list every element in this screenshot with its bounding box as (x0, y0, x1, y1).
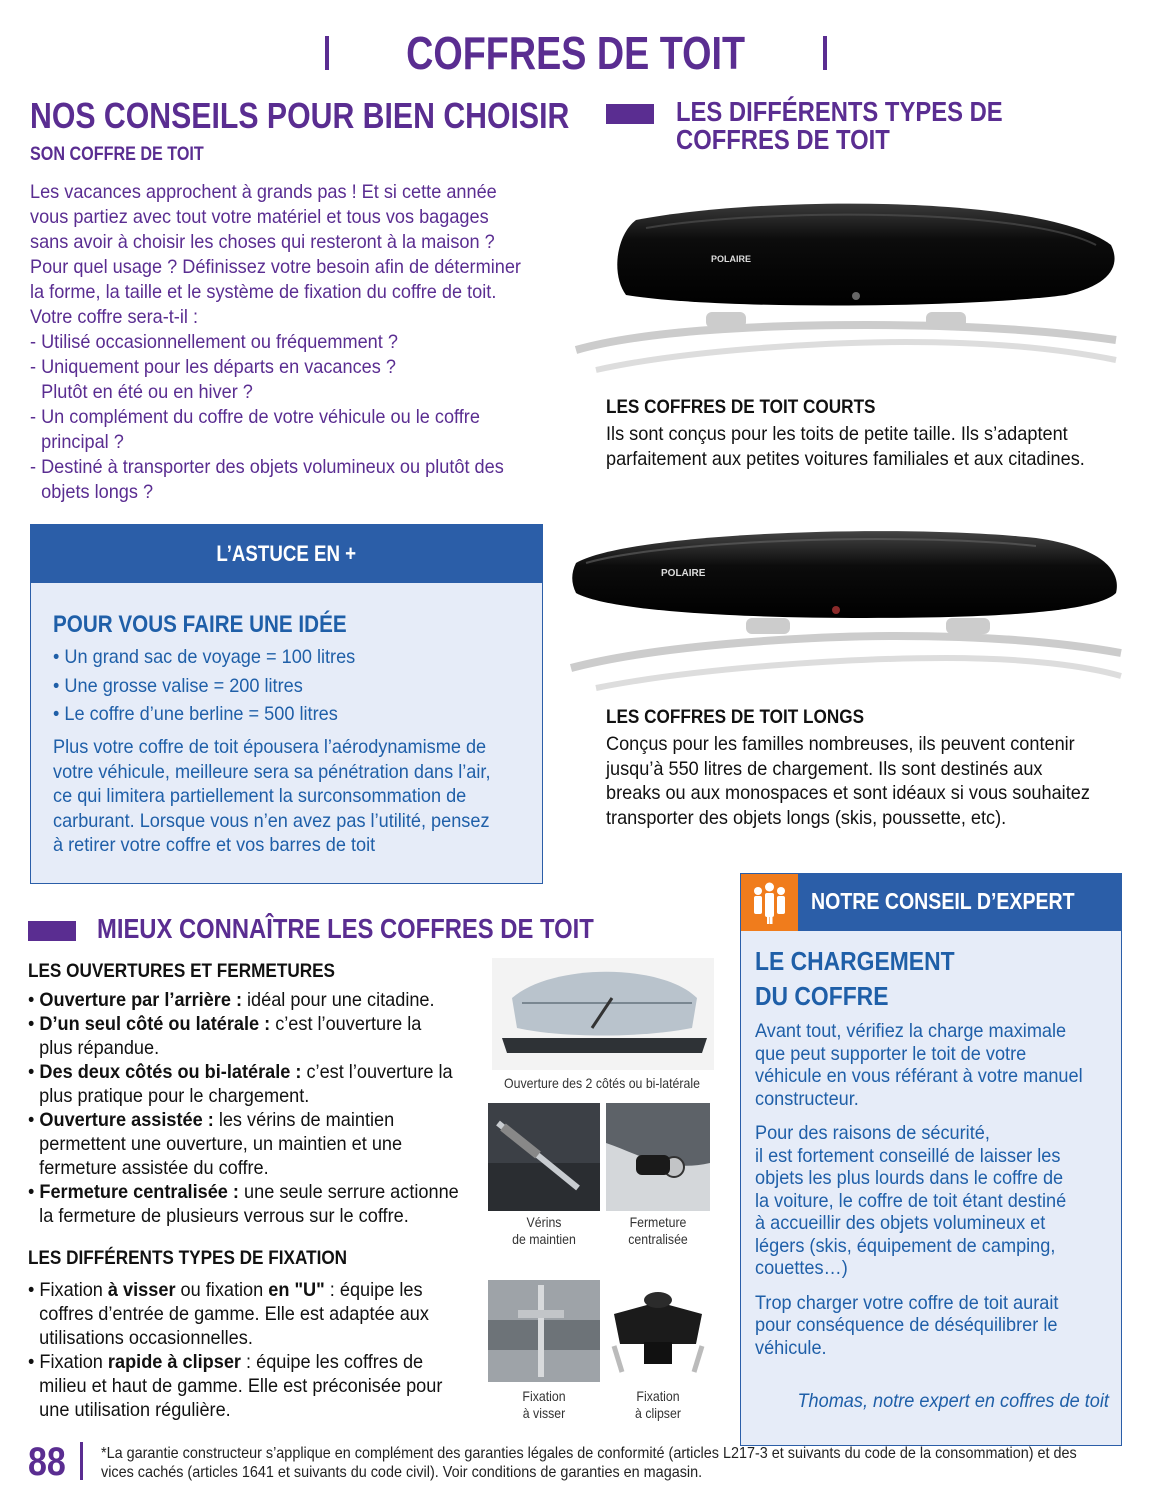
intro-line: objets longs ? (41, 481, 154, 503)
expert-body (755, 1020, 1111, 1359)
expert-line: véhicule en vous référant à votre manuel (755, 1065, 1083, 1087)
short-roof-box-image (566, 190, 1126, 378)
expert-line: Pour des raisons de sécurité, (755, 1122, 990, 1144)
footnote-line: *La garantie constructeur s’applique en complément des garanties légales de conformité (articles L217-3 et suivants du code de la consommation) et des (101, 1445, 1077, 1462)
list-item: • Ouverture assistée : les vérins de maintien (28, 1109, 395, 1131)
courts-line: parfaitement aux petites voitures familiales et aux citadines. (606, 447, 1085, 470)
caption-visser (495, 1388, 594, 1422)
list-item: • Fixation rapide à clipser : équipe les coffres de (28, 1351, 424, 1373)
caption-verins (495, 1214, 594, 1248)
left-subheading: SON COFFRE DE TOIT (30, 144, 204, 165)
brand-label: POLAIRE (711, 254, 752, 264)
astuce-text-line: votre véhicule, meilleure sera sa pénétration dans l’air, (53, 760, 491, 783)
list-item: plus pratique pour le chargement. (39, 1085, 310, 1107)
list-item: une utilisation régulière. (39, 1399, 231, 1421)
caption-line: Vérins (526, 1214, 562, 1230)
mieux-heading: MIEUX CONNAÎTRE LES COFFRES DE TOIT (97, 913, 594, 944)
caption-line: centralisée (628, 1231, 688, 1247)
page-number-divider (80, 1442, 83, 1480)
expert-line: véhicule. (755, 1336, 827, 1359)
intro-line: vous partiez avec tout votre matériel et tous vos bagages (30, 206, 489, 228)
list-item: • Fixation à visser ou fixation en "U" : équipe les (28, 1279, 423, 1301)
list-item: fermeture assistée du coffre. (39, 1157, 269, 1179)
expert-line: à accueillir des objets volumineux et (755, 1212, 1046, 1234)
longs-line: jusqu’à 550 litres de chargement. Ils sont destinés aux (606, 757, 1043, 780)
list-item: • Fermeture centralisée : une seule serrure actionne (28, 1181, 459, 1203)
intro-line: Pour quel usage ? Définissez votre besoin afin de déterminer (30, 256, 521, 278)
caption-line: Fermeture (629, 1214, 687, 1230)
courts-title: LES COFFRES DE TOIT COURTS (606, 396, 876, 418)
expert-line: constructeur. (755, 1087, 859, 1110)
longs-title: LES COFFRES DE TOIT LONGS (606, 706, 865, 728)
caption-line: à visser (522, 1405, 566, 1421)
intro-line: - Utilisé occasionnellement ou fréquemment ? (30, 331, 398, 353)
left-heading: NOS CONSEILS POUR BIEN CHOISIR (30, 95, 570, 136)
verins-image (488, 1103, 600, 1211)
title-left-bar (325, 36, 329, 70)
intro-line: - Un complément du coffre de votre véhicule ou le coffre (30, 406, 480, 428)
page-title: COFFRES DE TOIT (406, 26, 746, 79)
ouvertures-heading: LES OUVERTURES ET FERMETURES (28, 960, 336, 982)
expert-box (740, 873, 1122, 1446)
bilateral-opening-image (492, 958, 714, 1070)
intro-line: principal ? (41, 431, 124, 453)
footnote (101, 1444, 1152, 1482)
expert-line: objets les plus lourds dans le coffre de (755, 1167, 1064, 1189)
astuce-text (53, 735, 523, 858)
expert-header (741, 874, 1121, 931)
fixation-visser-image (488, 1280, 600, 1382)
longs-line: breaks ou aux monospaces et sont idéaux si vous souhaitez (606, 782, 1090, 804)
list-item: • Le coffre d’une berline = 500 litres (53, 703, 338, 725)
list-item: • D’un seul côté ou latérale : c’est l’ouverture la (28, 1013, 422, 1035)
intro-line: - Destiné à transporter des objets volumineux ou plutôt des (30, 456, 504, 478)
longs-line: Conçus pour les familles nombreuses, ils peuvent contenir (606, 733, 1075, 755)
list-item: • Une grosse valise = 200 litres (53, 674, 303, 697)
expert-line: que peut supporter le toit de votre (755, 1042, 1027, 1065)
expert-line: Trop charger votre coffre de toit aurait (755, 1291, 1059, 1314)
types-heading-line: COFFRES DE TOIT (676, 124, 890, 155)
caption-line: Fixation (522, 1388, 566, 1404)
page-title-block (0, 22, 1152, 80)
expert-line: la voiture, le coffre de toit étant destiné (755, 1189, 1067, 1212)
brand-label: POLAIRE (661, 568, 706, 579)
expert-header-label: NOTRE CONSEIL D’EXPERT (811, 888, 1075, 914)
caption-line: Fixation (636, 1388, 680, 1404)
intro-line: - Uniquement pour les départs en vacances ? (30, 356, 396, 378)
fixation-clipser-image (606, 1284, 710, 1382)
expert-title-line: LE CHARGEMENT (755, 946, 955, 976)
ouvertures-list (28, 988, 491, 1228)
caption-bilaterale: Ouverture des 2 côtés ou bi-latérale (504, 1075, 700, 1091)
astuce-text-line: carburant. Lorsque vous n’en avez pas l’utilité, pensez (53, 809, 490, 832)
list-item: • Des deux côtés ou bi-latérale : c’est l’ouverture la (28, 1061, 453, 1083)
list-item: utilisations occasionnelles. (39, 1327, 253, 1349)
astuce-header (31, 525, 542, 583)
list-item: coffres d’entrée de gamme. Elle est adaptée aux (39, 1303, 429, 1325)
section-marker (28, 921, 76, 941)
intro-line: la forme, la taille et le système de fixation du coffre de toit. (30, 281, 497, 303)
caption-line: à clipser (635, 1405, 681, 1421)
intro-line: sans avoir à choisir les choses qui resteront à la maison ? (30, 231, 495, 253)
astuce-list (53, 643, 378, 729)
astuce-text-line: Plus votre coffre de toit épousera l’aérodynamisme de (53, 736, 487, 758)
list-item: • Un grand sac de voyage = 100 litres (53, 646, 356, 668)
expert-line: Avant tout, vérifiez la charge maximale (755, 1020, 1067, 1042)
footnote-line: vices cachés (articles 1641 et suivants du code civil). Voir conditions de garanties en magasin. (101, 1464, 703, 1481)
courts-line: Ils sont conçus pour les toits de petite taille. Ils s’adaptent (606, 423, 1068, 445)
astuce-header-label: L’ASTUCE EN + (216, 541, 357, 566)
list-item: plus répandue. (39, 1037, 160, 1059)
long-roof-box-image (566, 518, 1126, 693)
intro-line: Votre coffre sera-t-il : (30, 306, 198, 328)
intro-line: Plutôt en été ou en hiver ? (41, 381, 253, 403)
longs-line: transporter des objets longs (skis, poussette, etc). (606, 806, 1007, 829)
expert-title-line: DU COFFRE (755, 981, 889, 1011)
types-heading-line: LES DIFFÉRENTS TYPES DE (676, 96, 1003, 127)
list-item: la fermeture de plusieurs verrous sur le coffre. (39, 1205, 409, 1227)
caption-fermeture (612, 1214, 704, 1248)
intro-line: Les vacances approchent à grands pas ! Et si cette année (30, 181, 497, 203)
astuce-text-line: ce qui limitera partiellement la surconsommation de (53, 785, 467, 807)
page-number: 88 (28, 1440, 66, 1484)
caption-clipser (612, 1388, 704, 1422)
astuce-text-line: à retirer votre coffre et vos barres de toit (53, 834, 376, 856)
section-marker (606, 104, 654, 124)
courts-text (606, 422, 1121, 471)
people-icon (741, 874, 798, 931)
expert-line: légers (skis, équipement de camping, (755, 1234, 1056, 1257)
astuce-box (30, 524, 543, 884)
fermeture-image (606, 1103, 710, 1211)
fixation-heading: LES DIFFÉRENTS TYPES DE FIXATION (28, 1247, 348, 1269)
list-item: milieu et haut de gamme. Elle est préconisée pour (39, 1375, 443, 1397)
types-heading (676, 98, 1003, 154)
caption-line: de maintien (512, 1231, 576, 1247)
list-item: permettent une ouverture, un maintien et une (39, 1133, 403, 1155)
expert-line: couettes…) (755, 1257, 848, 1279)
expert-line: il est fortement conseillé de laisser les (755, 1144, 1061, 1167)
expert-line: pour conséquence de déséquilibrer le (755, 1314, 1058, 1336)
title-right-bar (823, 36, 827, 70)
expert-title (755, 944, 955, 1014)
astuce-title: POUR VOUS FAIRE UNE IDÉE (53, 611, 347, 638)
list-item: • Ouverture par l’arrière : idéal pour une citadine. (28, 989, 435, 1011)
expert-signature: Thomas, notre expert en coffres de toit (797, 1390, 1109, 1412)
fixation-list (28, 1278, 474, 1422)
longs-text (606, 732, 1126, 830)
intro-text (30, 180, 570, 505)
